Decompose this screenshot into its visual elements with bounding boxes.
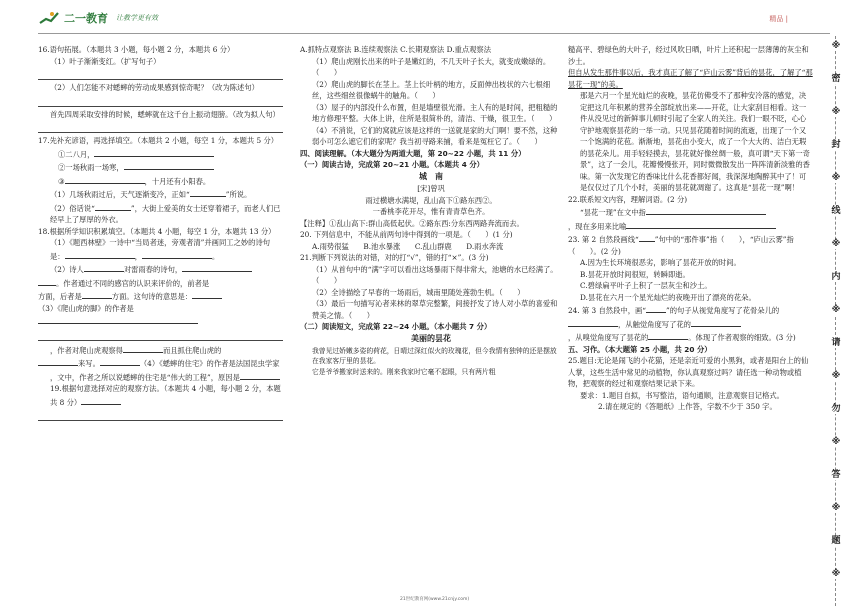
q18-2e: 方面。这句诗的意思是： xyxy=(111,292,193,302)
poem-line-2: 一番桃李花开尽，惟有青青草色齐。 xyxy=(372,207,490,217)
seal-mark-icon: ※ xyxy=(827,240,845,249)
q18-3b: 而且抓住爬山虎的 xyxy=(162,345,222,355)
q22-b: ，现在多用来比喻 xyxy=(568,221,627,231)
blank-field[interactable] xyxy=(95,201,131,211)
q16-1: （1）叶子渐渐变红。（扩写句子） xyxy=(50,56,161,66)
passage-underlined: 但自从发生那件事以后，我才真正了解了“庐山云雾”背后的昙花，了解了“那昙花一现”的美。 xyxy=(568,68,813,89)
q17-title: 17.先补充谚语，再选择填空。（本题共 2 小题，每空 1 分，本题共 5 分） xyxy=(38,136,279,146)
poem-title: 城 南 xyxy=(419,171,443,181)
blank-field[interactable] xyxy=(646,205,766,215)
q18-title: 18.根据所学知识积累填空。（本题共 4 小题，每空 1 分，本题共 13 分） xyxy=(38,226,276,236)
q17-proverb-2: ②一场秋雨一场寒， xyxy=(58,163,124,173)
blank-field[interactable] xyxy=(182,262,252,272)
blank-field[interactable] xyxy=(82,289,112,299)
q25-req-2: 2.请在规定的《答题纸》上作答，字数不少于 350 字。 xyxy=(598,402,777,412)
seal-char: 题 xyxy=(827,537,845,546)
passage-para-2: 它是爷爷搬家时送来的。刚来我家时它毫不起眼，只有两片粗 xyxy=(312,368,496,377)
blank-field[interactable] xyxy=(648,330,688,340)
blank-field[interactable] xyxy=(38,276,56,286)
seal-mark-icon: ※ xyxy=(827,438,845,447)
q17-2b: ”，大街上爱美的女士还穿着裙子，而老人们已经早上了厚厚的外衣。 xyxy=(50,203,281,225)
blank-field[interactable] xyxy=(626,219,776,229)
q21-2: （2）全诗描绘了早春的一场雨后，城南里随处莲勃生机。（ ） xyxy=(312,287,525,297)
q17-proverb-3: ③ xyxy=(58,176,65,186)
q18-2b: 对雷雨春的诗句， xyxy=(123,265,183,275)
q21-3: （3）最后一句描写沁者来林的翠草完整繁，间接抒发了诗人对小草的喜爱和赞美之情。（ ） xyxy=(312,299,558,320)
q18-2d: 方面，后者是 xyxy=(38,292,82,302)
blank-field[interactable] xyxy=(142,249,212,259)
seal-mark-icon: ※ xyxy=(827,306,845,315)
answer-line xyxy=(38,328,283,341)
q16-2: （2）人们怎能不对蟋蟀的劳动成果感到惊奇呢？（改为陈述句） xyxy=(50,83,259,93)
seal-char: 答 xyxy=(827,471,845,480)
q22: 22.联系短文内容，理解词语。(2 分) xyxy=(568,194,688,204)
blank-field[interactable] xyxy=(568,317,618,327)
seal-char: 内 xyxy=(827,273,845,282)
seal-char: 封 xyxy=(827,141,845,150)
seal-mark-icon: ※ xyxy=(827,108,845,117)
reading-part-2: （二）阅读短文，完成第 22~24 小题。（本小题共 7 分） xyxy=(300,322,492,332)
poem-notes: 【注释】①乱山高下:群山高低起伏。②路东西:分东西两路奔流而去。 xyxy=(300,218,524,228)
blank-field[interactable] xyxy=(100,356,140,366)
seal-mark-icon: ※ xyxy=(827,372,845,381)
blank-field[interactable] xyxy=(192,289,222,299)
q19-options: A.抓特点观察法 B.连续观察法 C.长期观察法 D.重点观察法 xyxy=(300,45,492,54)
blank-field[interactable] xyxy=(639,232,655,242)
q18-4b: 19.根据句意选择对应的观察方法。（本题共 4 小题，每小题 2 分，本题共 8 分） xyxy=(50,384,281,407)
q16-title: 16.语句拓展。（本题共 3 小题，每小题 2 分，本题共 6 分） xyxy=(38,45,235,54)
q16-3: 首先四周采取安排的时候，蟋蟀就在这千台上振动翅膀。（改为拟人句） xyxy=(50,109,280,119)
q23-opt-a: A.因为生长环境很恶劣，影响了昙花开放的时间。 xyxy=(580,258,741,268)
q23: 23. 第 2 自然段画线“ xyxy=(568,235,639,245)
blank-field[interactable] xyxy=(124,160,214,170)
q25: 25.题目:无论是闹飞的小花猫，还是亲近可爱的小黑狗，或者是阳台上的仙人掌，这些生活中常见的动植物，你认真观察过吗？请任选一种动物或植物，把观察的经过和观察结果记录下来。 xyxy=(568,356,809,389)
q20-options: A.雨势很猛 B.池水暴涨 C.乱山群鹿 D.雨水奔流 xyxy=(312,241,504,251)
q19-1: （1）爬山虎刚长出来的叶子是嫩红的，不几天叶子长大，就变成嫩绿的。（ ） xyxy=(312,56,551,78)
quality-badge: 精品 | xyxy=(769,15,788,23)
q22-a: “昙花一现”在文中指 xyxy=(580,208,646,218)
q17-proverb-3b: ，十月还有小阳春。 xyxy=(144,176,211,186)
runner-logo-icon xyxy=(38,10,60,26)
brand-name: 二一教育 xyxy=(64,12,108,25)
q18-3d: （4）《蟋蟀的住宅》的作者是法国昆虫学家 xyxy=(139,359,280,369)
q23-opt-d: D.昙花在六月一个星光灿烂的夜晚开出了漂亮的花朵。 xyxy=(580,292,756,302)
q21-1: （1）从首句中的“满”字可以看出这场暴雨下得非常大，池塘的水已经满了。（ ） xyxy=(312,264,558,286)
q21: 21.判断下列说法的对错，对的打“√”，错的打“×”。(3 分) xyxy=(300,253,489,263)
seal-mark-icon: ※ xyxy=(827,570,845,579)
answer-line xyxy=(38,408,283,421)
seal-char: 密 xyxy=(827,75,845,84)
seal-mark-icon: ※ xyxy=(827,42,845,51)
q24: 24. 第 3 自然段中，画“ xyxy=(568,306,647,316)
blank-field[interactable] xyxy=(65,249,135,259)
q17-proverb-1: ①二八月， xyxy=(58,149,95,159)
brand-slogan: 让教学更有效 xyxy=(116,14,158,22)
q18-3: ，作者对爬山虎观察得 xyxy=(50,345,123,355)
blank-field[interactable] xyxy=(38,356,78,366)
blank-field[interactable] xyxy=(240,370,280,380)
column-right xyxy=(568,44,813,413)
q18-2f: （3）《爬山虎的脚》的作者是 xyxy=(38,303,134,313)
blank-field[interactable] xyxy=(81,395,121,405)
q18-1: （1）《题西林壁》一诗中“当局者迷，旁观者清”并画同工之妙的诗句是： xyxy=(50,238,271,261)
seal-char: 请 xyxy=(827,339,845,348)
q18-2: （2）诗人 xyxy=(50,265,84,275)
blank-field[interactable] xyxy=(190,187,226,197)
q19-4: （4）不消说，它们的窝就应该是这样的一送就是家的大门啊！要不然，这种弱小可怎么遮它们的家呢？我当初寻路来捕，看来是冤枉它了。（ ） xyxy=(312,125,558,147)
header-divider xyxy=(38,33,830,34)
answer-line xyxy=(38,67,283,80)
q23-b: ”句中的“那件事”指（ ），“庐山云雾”指（ ）。(2 分) xyxy=(568,235,794,256)
blank-field[interactable] xyxy=(646,303,666,313)
seal-char: 勿 xyxy=(827,405,845,414)
q24-b: ”的句子从视觉角度写了花骨朵儿的 xyxy=(666,306,780,316)
seal-mark-icon: ※ xyxy=(827,174,845,183)
column-left: 16.语句拓展。（本题共 3 小题，每小题 2 分，本题共 6 分） （1）叶子渐渐变红。（扩写句子） （2）人们怎能不对蟋蟀的劳动成果感到惊奇呢？（改为陈述句） 首先四周采取安排的时候，蟋蟀就在这千台上振动翅膀。（改为拟人句） 17.先补充谚语，再选择填空。（本题共 2 小题，每空 1 分，本题共 5 分） ①二八月， ②一场秋雨一场寒， ③ ，十月还有小阳春。 （1）几场秋雨过后，天气逐渐变冷，正如“ ”所说。 （2）俗话说“ ”，大街上爱美的女士还穿着裙子，而老人们已经早上了厚厚的外衣。 18.根据所学知识积累填空。（本题共 4 小题，每空 1 分，本题共 13 分） （1）《题西林壁》一诗中“当局者迷，旁观者清”并画同工之妙的诗句是： ， 。 （2）诗人 对雷雨春的诗句， 。作者通过不同的感官的认识来评价的，前者是 方面，后者是 方面。这句诗的意思是： （3）《爬山虎的脚》的作者是 ，作者对爬山虎观察得 而且抓住爬山虎的 来写。 （4）《蟋蟀的住宅》的作者是法国昆虫学家 ，文中，作者之所以说蟋蟀的住宅是“伟大的工程”，原因是19.根据句意选择对应的观察方法。（本题共 4 小题，每小题 2 分，本题共 8 分） xyxy=(38,44,283,423)
page-header xyxy=(0,0,860,38)
q17-1: （1）几场秋雨过后，天气逐渐变冷，正如“ xyxy=(50,190,190,200)
binding-margin xyxy=(815,36,857,606)
q24-d: ，从嗅觉角度写了昙花的 xyxy=(568,333,649,343)
seal-char: 线 xyxy=(827,207,845,216)
q20: 20. 下列信息中，不能从前两句诗中得到的一项是。（ ）(1 分) xyxy=(300,230,513,240)
q24-e: 。体现了作者观察的细致。(3 分) xyxy=(688,333,796,343)
column-middle xyxy=(300,44,562,378)
q24-c: ，从触觉角度写了花的 xyxy=(618,319,691,329)
blank-field[interactable] xyxy=(38,314,198,324)
page-footer: 21世纪教育网(www.21cnjy.com) xyxy=(400,597,470,602)
answer-line xyxy=(38,120,283,133)
q18-2c: 。作者通过不同的感官的认识来评价的，前者是 xyxy=(56,278,210,288)
blank-field[interactable] xyxy=(65,174,145,184)
poem-author: [宋]曾巩 xyxy=(417,184,445,194)
blank-field[interactable] xyxy=(691,317,741,327)
q23-opt-b: B.昙花开放时间很短，转瞬即逝。 xyxy=(580,269,690,279)
blank-field[interactable] xyxy=(84,262,124,272)
poem-line-1: 雨过横塘水满堤，乱山高下①路东西②。 xyxy=(365,195,497,205)
blank-field[interactable] xyxy=(94,147,214,157)
section-writing: 五、习作。（本大题第 25 小题，共 20 分） xyxy=(568,344,712,354)
passage-para-3: 那是六月一个星光灿烂的夜晚，昙花仿佛受不了那种安冷落的感觉，决定把这几年积累的营养全部绽放出来——开花，让大家刮目相看。这一件从没见过的新鲜事儿顿时引起了全家人的关注。我们一眼不眨，心心守护地观察昙花的一举一动。只见昙花随着时间的流逝，出现了一个又一个饱满的花苞。渐渐地，昙花由小变大，成了一个大大的、洁白无瑕的昙花朵儿。用手轻轻摸去，昙花就好像丝绸一般，真可谓“天下第一奇景”，这了一会儿，花瓣慢慢张开，同时微微散发出一阵阵清新淡雅的香味。第一次发现它的香味比什么花香都好闻，我深深地陶醉其中了！可是仅仅过了几个小时，美丽的昙花就凋谢了。这真是“昙花一现”啊！ xyxy=(580,91,810,193)
q17-1b: ”所说。 xyxy=(225,190,252,200)
reading-part-1: （一）阅读古诗，完成第 20~21 小题。（本题共 4 分） xyxy=(300,160,484,170)
blank-field[interactable] xyxy=(123,343,163,353)
seal-line xyxy=(835,36,836,606)
brand-logo xyxy=(38,10,158,26)
passage-para-1: 我曾见过娇嫩多姿的荷花，日晴过深红似火的玫瑰花，但今我情有独钟的还是摆放在我家客厅里的昙花。 xyxy=(312,346,557,366)
q19-3: （3）屋子的内部没什么布置，但是墙壁很光滑。主人有的是时间，把粗糙的地方修理平整。大体上讲，住所是很简朴的，清洁、干燥，很卫生。（ ） xyxy=(312,102,558,124)
q19-2: （2）爬山虎的脚长在茎上。茎上长叶柄的地方，反面伸出枝状的六七根细丝，这些细丝很像蜗牛的触角。（ ） xyxy=(312,79,551,101)
seal-mark-icon: ※ xyxy=(827,504,845,513)
q18-3c: 来写。 xyxy=(78,359,100,369)
answer-line xyxy=(38,94,283,107)
q18-4: ，文中，作者之所以说蟋蟀的住宅是“伟大的工程”，原因是 xyxy=(50,372,240,382)
section-reading: 四、阅读理解。（本大题分为两道大题，第 20~22 小题，共 11 分） xyxy=(300,148,526,158)
q17-2: （2）俗话说“ xyxy=(50,203,95,213)
passage-title: 美丽的昙花 xyxy=(411,334,451,343)
q23-opt-c: C.碧绿扁平叶子上积了一层灰尘和沙土。 xyxy=(580,281,712,291)
q25-req-1: 要求：1.题目自拟，书写整洁，语句通顺，注意观察目记格式。 xyxy=(580,390,784,400)
passage-cont-1: 糙高平、碧绿色的大叶子，经过风吹日晒，叶片上还积起一层薄薄的灰尘和沙土。 xyxy=(568,45,809,66)
